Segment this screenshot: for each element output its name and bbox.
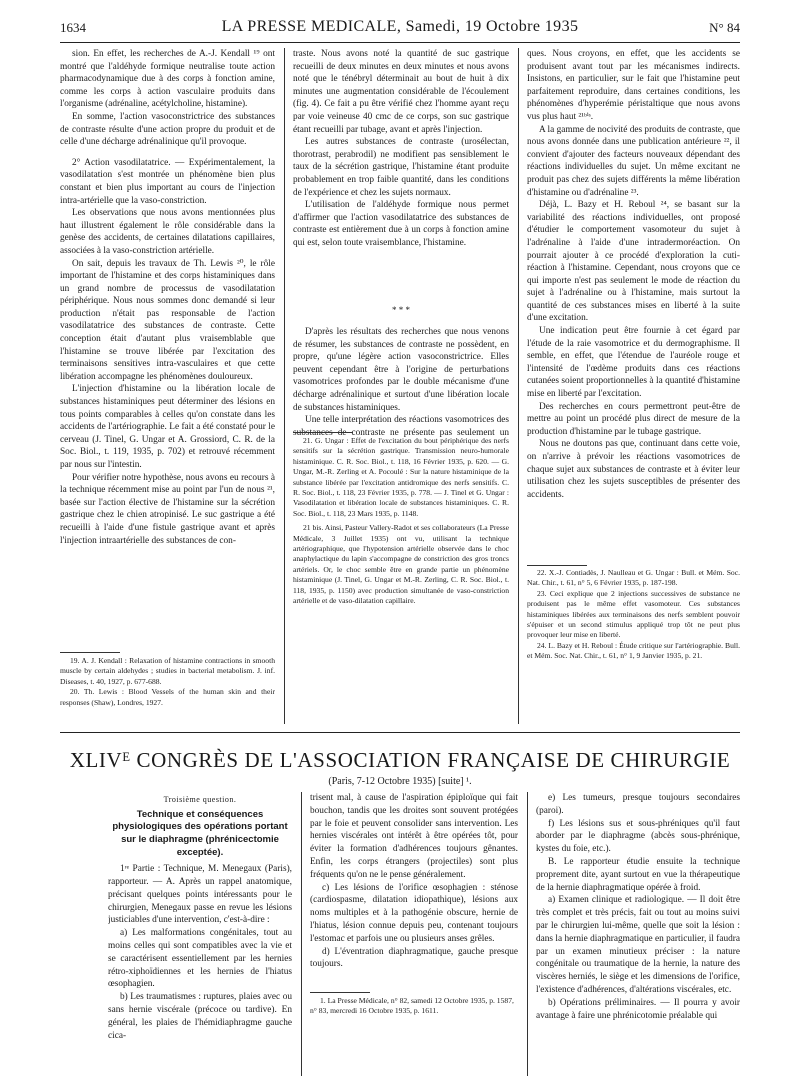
paragraph: a) Les malformations congénitales, tout au moins celles qui sont compatibles avec la vie et se caractérisent essentiellement par les hernies rétro-xiphoïdiennes et les hernies de l'hiatus œsophagien. bbox=[108, 928, 292, 990]
paragraph: a) Examen clinique et radiologique. — Il doit être très complet et très précis, fait ou tout au moins suivi par le chirurgien lui-même, quelle que soit la lésion : dans la hernie diaphragmatique en particulier, il faudra par un examen minutieux préciser : la nature congénitale ou traumatique de la hernie, la nature des viscères herniés, le siège et les dimensions de l'orifice, l'existence d'adhérences, d'altérations viscérales, etc. bbox=[536, 895, 740, 995]
footnotes-col3 bbox=[527, 568, 740, 728]
footnote-congress bbox=[310, 996, 518, 1017]
journal-title: LA PRESSE MEDICALE, Samedi, 19 Octobre 1935 bbox=[221, 18, 579, 35]
footnote: 22. X.-J. Contiadès, J. Naulleau et G. Ungar : Bull. et Mém. Soc. Nat. Chir., t. 61, n° 5, 6 Février 1935, p. 187-198. bbox=[527, 568, 740, 588]
question-label: Troisième question. bbox=[163, 795, 237, 804]
paragraph: On sait, depuis les travaux de Th. Lewis ²⁰, le rôle important de l'histamine et des corps histaminiques dans un grand nombre de processus de vasodilatation périphérique. Nous nous sommes donc demandé si leur production n'était pas responsable de l'action vasodilatatrice des substances de contraste. Cette conception était d'autant plus vraisemblable que l'histamine se trouve libérée par l'excitation des terminaisons sensitives intra-vasculaires et que cette libération accompagne les phénomènes douloureux. bbox=[60, 258, 275, 382]
bottom-column-2 bbox=[310, 792, 518, 990]
running-header bbox=[60, 20, 740, 42]
paragraph: Une telle interprétation des réactions vasomotrices des substances de contraste ne présente pas seulement un bbox=[293, 415, 509, 438]
column-1 bbox=[60, 48, 275, 636]
paragraph: Déjà, L. Bazy et H. Reboul ²⁴, se basant sur la variabilité des réactions individuelles, ont proposé d'étudier le comportement vasomoteur du sujet à l'adrénaline à l'aide d'une intradermoréaction. On pourrait ajouter à ce procédé d'exploration la cuti-réaction à l'histamine. Cependant, nous croyons que ce qui importe n'est pas seulement le mode de réaction du sujet à l'adrénaline ou à l'histamine, mais surtout la quantité de ces substances mises en liberté à la suite d'une excitation. bbox=[527, 200, 740, 324]
paragraph: sion. En effet, les recherches de A.-J. Kendall ¹⁹ ont montré que l'aldéhyde formique neutralise toute action pharmacodynamique due à des corps à fonction amine, comme les corps à action vasculaire produits dans l'organisme (adrénaline, acétylcholine, histamine). bbox=[60, 49, 275, 110]
column-divider bbox=[301, 792, 302, 1076]
footnote: 23. Ceci explique que 2 injections successives de substance ne produisent pas le même effet vasomoteur. Ces substances histaminiques libérées aux terminaisons des nerfs semblent pouvoir s'épuiser et un second stimulus appliqué trop tôt ne peut plus provoquer leur mise en liberté. bbox=[527, 588, 740, 640]
footnote: 24. L. Bazy et H. Reboul : Étude critique sur l'artériographie. Bull. et Mém. Soc. Nat. Chir., t. 61, n° 1, 9 Janvier 1935, p. 21. bbox=[527, 640, 740, 661]
paragraph: d) L'éventration diaphragmatique, gauche presque toujours. bbox=[310, 946, 518, 970]
paragraph: L'utilisation de l'aldéhyde formique nous permet d'affirmer que l'action vasodilatatrice des substances de contraste est entièrement due à un corps à fonction amine qui est, selon toute vraisemblance, l'histamine. bbox=[293, 200, 509, 248]
paragraph: Les observations que nous avons mentionnées plus haut illustrent également le rôle considérable dans la genèse des accidents, de certaines dilatations capillaires, associées à la vaso-constriction artérielle. bbox=[60, 208, 275, 256]
paragraph: e) Les tumeurs, presque toujours secondaires (paroi). bbox=[536, 793, 740, 816]
paragraph: b) Les traumatismes : ruptures, plaies avec ou sans hernie viscérale (précoce ou tardive). En général, les plaies de l'hémidiaphragme gauche cica- bbox=[108, 992, 292, 1041]
paragraph: Les autres substances de contraste (urosélectan, thorotrast, perabrodil) ne modifient pas sensiblement le taux de la sécrétion gastrique, l'histamine étant produite probablement en trop faible quantité, dans les conditions de l'expérience et chez les sujets normaux. bbox=[293, 137, 509, 198]
footnotes-col2 bbox=[293, 436, 509, 726]
column-3 bbox=[527, 48, 740, 558]
header-rule bbox=[60, 42, 740, 43]
section-separator: * * * bbox=[392, 305, 410, 315]
footnote: 20. Th. Lewis : Blood Vessels of the human skin and their responses (Shaw), Londres, 1927. bbox=[60, 687, 275, 707]
paragraph: trisent mal, à cause de l'aspiration épiploïque qui fait bouchon, tandis que les droites sont souvent protégées par le foie et peuvent consolider sans intervention. Les hernies viscérales ont intérêt à être opérées tôt, pour éviter la formation d'adhérences toujours gênantes. Enfin, les corps étrangers (projectiles) sont plus fréquents qu'on ne le pense généralement. bbox=[310, 793, 518, 880]
section-heading: Technique et conséquences physiologiques des opérations portant sur le diaphragme (phrénicectomie exceptée). bbox=[112, 808, 288, 858]
footnote-rule bbox=[60, 652, 120, 653]
congress-subtitle: (Paris, 7-12 Octobre 1935) [suite] ¹. bbox=[328, 776, 472, 787]
footnote: 21 bis. Ainsi, Pasteur Vallery-Radot et ses collaborateurs (La Presse Médicale, 3 Juillet 1935) ont vu, utilisant la technique artériographique, que l'hypotension artérielle observée dans le choc anaphylactique du lapin s'accompagne de constriction des gros troncs artériels. Or, le choc semble être en grande partie un phénomène histaminique (J. Tinel, G. Ungar et M.-R. Zerling, C. R. Soc. Biol., t. 118, 1935, p. 1150) avec production simultanée de vaso-constriction artérielle et de vaso-dilatation capillaire. bbox=[293, 523, 509, 606]
paragraph: c) Les lésions de l'orifice œsophagien : sténose (cardiospasme, dilatation idiopathique), lésions aux noms multiples et à la pathogénie obscure, hernie de l'hiatus, lésion connue depuis peu, contenant toujours l'estomac et parfois une ou plusieurs anses grêles. bbox=[310, 882, 518, 944]
paragraph: ques. Nous croyons, en effet, que les accidents se produisent avant tout par les mécanismes indirects. Insistons, en particulier, sur le fait que l'histamine peut parfaitement reproduire, dans certaines conditions, les phénomènes d'hyperémie péristaltique que nous avons vus plus haut ²¹ᵇⁱˢ. bbox=[527, 49, 740, 122]
paragraph: D'après les résultats des recherches que nous venons de résumer, les substances de contraste ne possèdent, en propre, qu'une légère action vasoconstrictrice. Elles peuvent cependant être à l'origine de perturbations vasomotrices profondes par le double mécanisme d'une décharge adrénalinique et surtout d'une libération locale de substances histaminiques. bbox=[293, 327, 509, 413]
paragraph: f) Les lésions sus et sous-phréniques qu'il faut aborder par le diaphragme (abcès sous-phrénique, kystes du foie, etc.). bbox=[536, 818, 740, 855]
paragraph: L'injection d'histamine ou la libération locale de substances histaminiques peut déterminer des lésions en tous points comparables à celles qu'on constate dans les accidents de l'artériographie. Le fait a été constaté pour le cerveau (J. Tinel, G. Ungar et A. Grossiord, C. R. de la Soc. Biol., t. 119, 1935, p. 702) et retrouvé récemment par nous sur l'intestin. bbox=[60, 384, 275, 470]
paragraph: Des recherches en cours permettront peut-être de mettre au point un procédé plus direct de mesure de la production d'histamine par le tubage gastrique. bbox=[527, 401, 740, 437]
bottom-column-3 bbox=[536, 792, 740, 1077]
footnote: 19. A. J. Kendall : Relaxation of histamine contractions in smooth muscle by certain aldehydes ; studies in bacterial metabolism. J. inf. Diseases, t. 40, 1927, p. 677-688. bbox=[60, 656, 275, 686]
column-divider bbox=[527, 792, 528, 1076]
column-2-continued bbox=[293, 326, 509, 438]
footnote-rule bbox=[310, 992, 370, 993]
paragraph: 2° Action vasodilatatrice. — Expérimentalement, la vasodilatation s'est montrée un phénomène bien plus constant et bien plus important au cours de l'injection intra-artérielle que la vaso-constriction. bbox=[60, 157, 275, 206]
paragraph: 1ʳᵉ Partie : Technique, M. Menegaux (Paris), rapporteur. — A. Après un rappel anatomique, précisant quelques points intéressants pour le chirurgien, Menegaux passe en revue les lésions justiciables d'une intervention, c'est-à-dire : bbox=[108, 864, 292, 926]
page-number: 1634 bbox=[60, 20, 86, 35]
footnote-rule bbox=[527, 565, 587, 566]
paragraph: Nous ne doutons pas que, continuant dans cette voie, on n'arrive à prévoir les réactions vasomotrices de chaque sujet aux substances de contraste et à éviter leur utilisation chez les sujets susceptibles de présenter des accidents. bbox=[527, 439, 740, 500]
paragraph: B. Le rapporteur étudie ensuite la technique proprement dite, ayant surtout en vue la thérapeutique de la hernie diaphragmatique opérée à froid. bbox=[536, 856, 740, 893]
section-rule bbox=[60, 732, 740, 733]
bottom-column-1 bbox=[108, 792, 292, 1077]
footnotes-col1 bbox=[60, 656, 275, 726]
paragraph: En somme, l'action vasoconstrictrice des substances de contraste résulte d'une action propre du produit et de celle d'une décharge adrénalinique qu'il provoque. bbox=[60, 111, 275, 148]
paragraph: Une indication peut être fournie à cet égard par l'étude de la raie vasomotrice et du dermographisme. Il semble, en effet, que l'étendue de l'auréole rouge et l'intensité de l'œdème produits dans ces réactions cutanées soient proportionnelles à la quantité d'histamine mise en liberté par l'excitation. bbox=[527, 326, 740, 400]
footnote: 1. La Presse Médicale, n° 82, samedi 12 Octobre 1935, p. 1587, n° 83, mercredi 16 Octobre 1935, p. 1611. bbox=[310, 996, 514, 1016]
paragraph: A la gamme de nocivité des produits de contraste, que nous avons donnée dans une publication antérieure ²², il convient d'ajouter des facteurs nouveaux dépendant des réactions individuelles du sujet. Un même excitant ne produit pas chez des sujets différents la même libération d'histamine ou d'adrénaline ²³. bbox=[527, 124, 740, 198]
paragraph: b) Opérations préliminaires. — Il pourra y avoir avantage à faire une phrénicotomie préalable qui bbox=[536, 997, 740, 1021]
congress-title: XLIVᴱ CONGRÈS DE L'ASSOCIATION FRANÇAISE DE CHIRURGIE bbox=[69, 748, 731, 772]
column-divider bbox=[518, 48, 519, 724]
footnote-rule bbox=[293, 432, 353, 433]
issue-number: N° 84 bbox=[709, 20, 740, 35]
paragraph: Pour vérifier notre hypothèse, nous avons eu recours à la technique récemment mise au point par l'un de nous ²¹, basée sur l'action élective de l'histamine sur la sécrétion gastrique chez le chien atropinisé. Le suc gastrique a été recueilli à l'aide d'une fistule gastrique avant et après l'injection intraartérielle des substances de con- bbox=[60, 472, 275, 546]
footnote: 21. G. Ungar : Effet de l'excitation du bout périphérique des nerfs sensitifs sur la sécrétion gastrique. Transmission neuro-humorale histaminique. C. R. Soc. Biol., t. 118, 16 Février 1935, p. 620. — G. Ungar, M.-R. Zerling et A. Pocoulé : Sur la nature histaminique de la substance libérée par l'excitation antidromique des nerfs sensitifs. C. R. Soc. Biol., t. 118, 23 Février 1935, p. 778. — J. Tinel et G. Ungar : Vasodilatation et libération locale de substances histaminiques. C. R. Soc. Biol., t. 118, 23 Mars 1935, p. 1148. bbox=[293, 436, 509, 518]
paragraph: traste. Nous avons noté la quantité de suc gastrique recueilli de deux minutes en deux minutes et nous avons noté que le ténébryl déterminait au bout de huit à dix minutes une augmentation considérable de l'écoulement (fig. 4). Ce fait a pu être vérifié chez l'homme ayant reçu par voie veineuse 40 cmc de ce corps, son suc gastrique étant recueilli par tubage, avant et après l'injection. bbox=[293, 49, 509, 135]
column-divider bbox=[284, 48, 285, 724]
